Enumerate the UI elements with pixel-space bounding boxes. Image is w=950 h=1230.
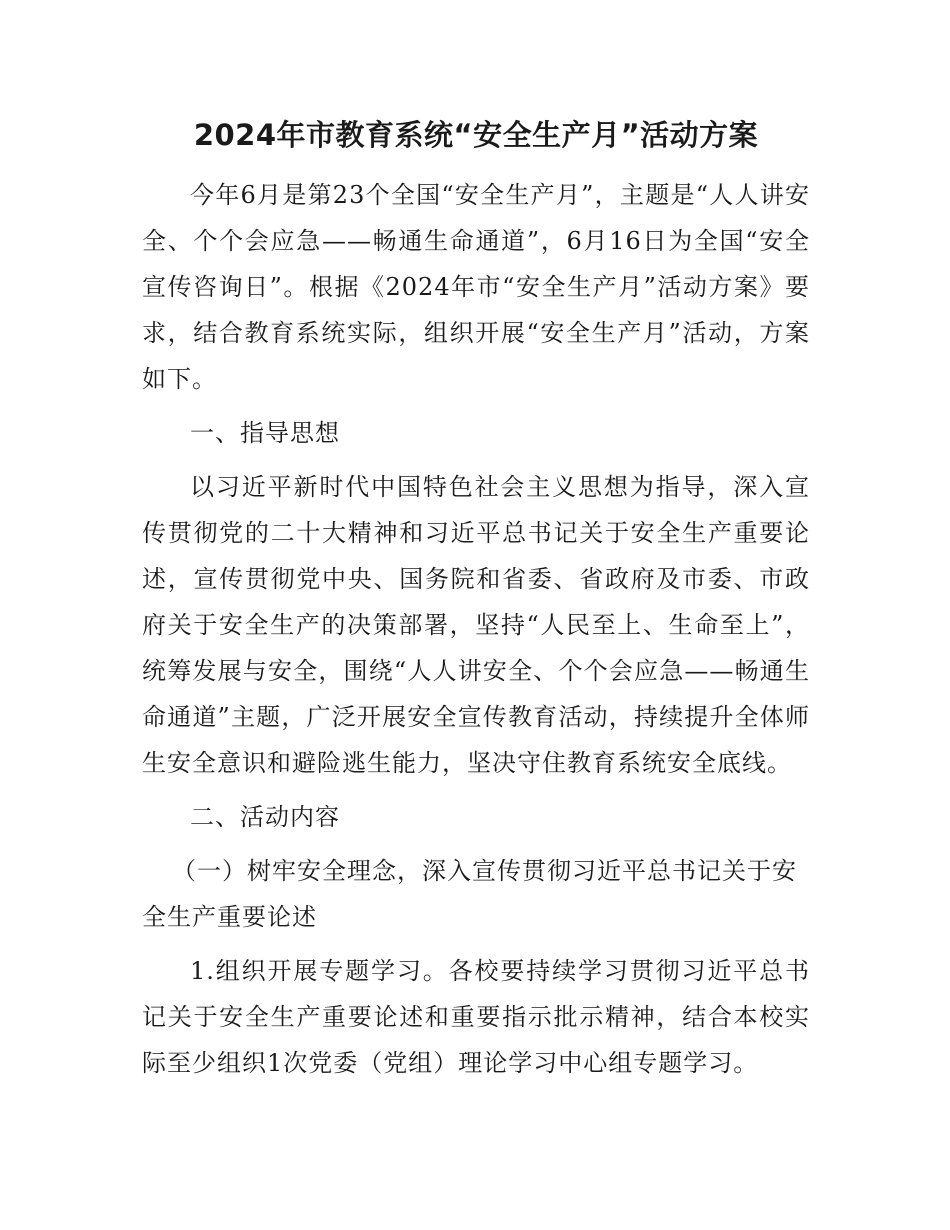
guiding-ideology-paragraph: 以习近平新时代中国特色社会主义思想为指导，深入宣传贯彻党的二十大精神和习近平总书记关于安全生产重要论述，宣传贯彻党中央、国务院和省委、省政府及市委、市政府关于安全生产的决策部署，坚持“人民至上、生命至上”，统筹发展与安全，围绕“人人讲安全、个个会应急——畅通生命通道”主题，广泛开展安全宣传教育活动，持续提升全体师生安全意识和避险逃生能力，坚决守住教育系统安全底线。	[142, 473, 810, 777]
subsection-heading-safety-concept: （一）树牢安全理念，深入宣传贯彻习近平总书记关于安全生产重要论述	[142, 857, 797, 931]
document-body	[142, 112, 810, 1094]
list-item-special-study: 1.组织开展专题学习。各校要持续学习贯彻习近平总书记关于安全生产重要论述和重要指示批示精神，结合本校实际至少组织1次党委（党组）理论学习中心组专题学习。	[142, 957, 810, 1077]
intro-paragraph: 今年6月是第23个全国“安全生产月”，主题是“人人讲安全、个个会应急——畅通生命通道”，6月16日为全国“安全宣传咨询日”。根据《2024年市“安全生产月”活动方案》要求，结合教育系统实际，组织开展“安全生产月”活动，方案如下。	[142, 181, 810, 393]
section-heading-activity-content: 二、活动内容	[190, 803, 340, 831]
document-title: 2024年市教育系统“安全生产月”活动方案	[193, 118, 759, 152]
section-heading-guiding-ideology: 一、指导思想	[190, 419, 340, 447]
